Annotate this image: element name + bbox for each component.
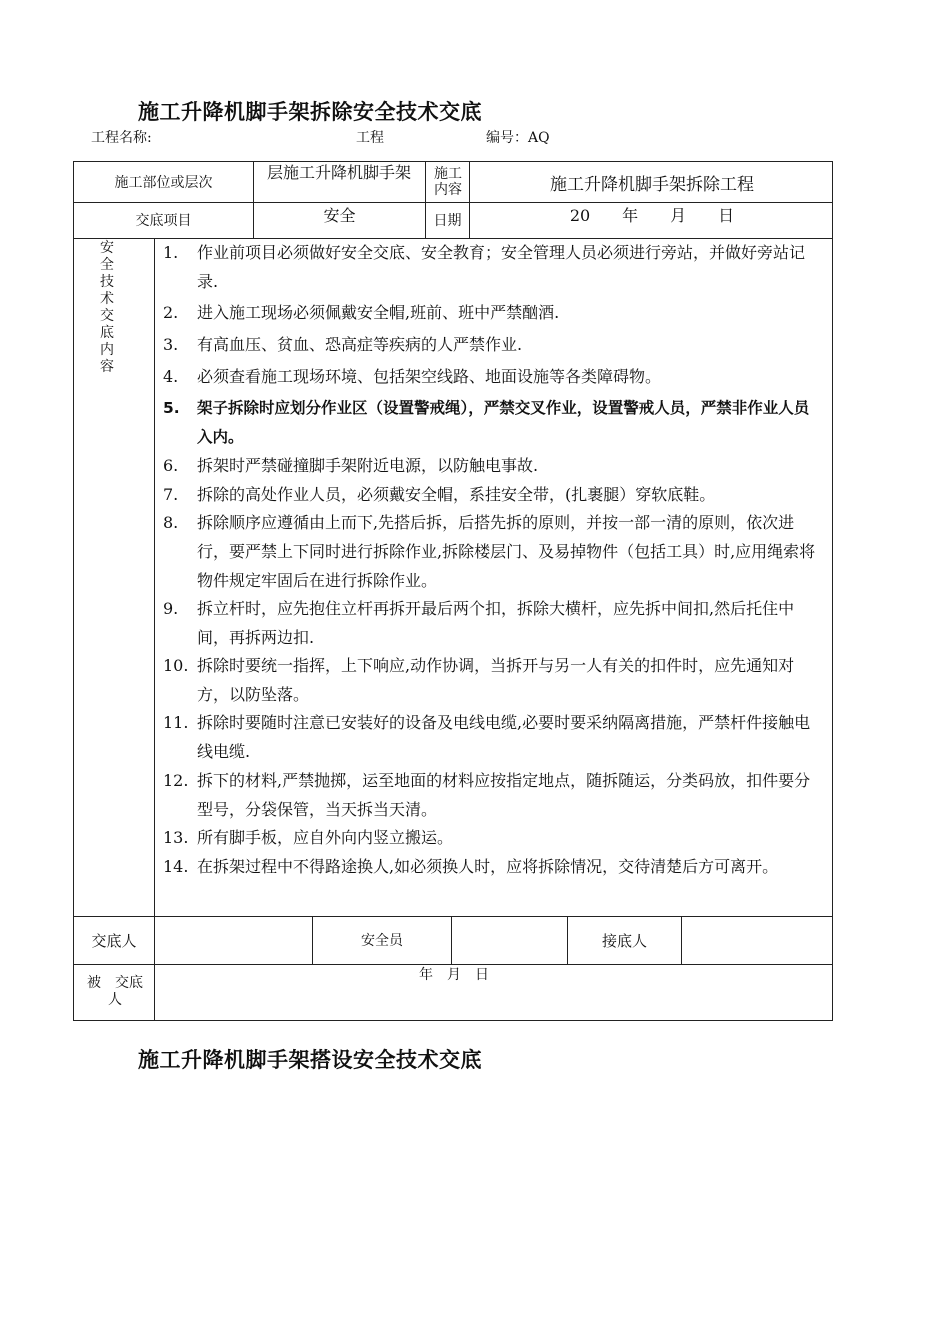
item-value: 安全 <box>323 206 356 225</box>
sign-date: 年 月 日 <box>419 967 489 983</box>
list-item: 2. 进入施工现场必须佩戴安全帽,班前、班中严禁酗酒. <box>163 303 560 322</box>
recipient-label: 被 交底人 <box>87 975 143 1008</box>
section-label: 安全技术交底内容 <box>100 240 114 375</box>
list-item: 12. 拆下的材料,严禁抛掷，运至地面的材料应按指定地点，随拆随运，分类码放，扣件要分型号，分袋保管，当天拆当天清。 <box>163 771 811 819</box>
project-suffix: 工程 <box>356 130 384 146</box>
list-item-bold: 5. 架子拆除时应划分作业区（设置警戒绳），严禁交叉作业，设置警戒人员，严禁非作业人员入内。 <box>163 399 810 446</box>
list-item: 6. 拆架时严禁碰撞脚手架附近电源，以防触电事故. <box>163 456 539 475</box>
list-item: 8. 拆除顺序应遵循由上而下,先搭后拆，后搭先拆的原则，并按一部一清的原则，依次进行，要严禁上下同时进行拆除作业,拆除楼层门、及易掉物件（包括工具）时,应用绳索将物件规定牢固后在进行拆除作业。 <box>163 513 816 590</box>
document-number: 编号：AQ <box>486 130 550 146</box>
document-title: 施工升降机脚手架拆除安全技术交底 <box>138 100 482 124</box>
list-item: 13. 所有脚手板，应自外向内竖立搬运。 <box>163 828 454 847</box>
list-item: 3. 有高血压、贫血、恐高症等疾病的人严禁作业. <box>163 335 523 354</box>
safety-officer-label: 安全员 <box>361 933 403 949</box>
second-document-title: 施工升降机脚手架搭设安全技术交底 <box>138 1048 482 1072</box>
date-label: 日期 <box>433 213 462 229</box>
content-label: 施工内容 <box>434 166 462 198</box>
list-item: 11. 拆除时要随时注意已安装好的设备及电线电缆,必要时要采纳隔离措施，严禁杆件接触电线电缆. <box>163 713 811 761</box>
list-item: 4. 必须查看施工现场环境、包括架空线路、地面设施等各类障碍物。 <box>163 367 662 386</box>
list-item: 14. 在拆架过程中不得路途换人,如必须换人时，应将拆除情况，交待清楚后方可离开。 <box>163 857 779 876</box>
list-item: 1. 作业前项目必须做好安全交底、安全教育；安全管理人员必须进行旁站，并做好旁站记录. <box>163 243 806 291</box>
date-value: 20 年 月 日 <box>569 206 735 225</box>
project-name-label: 工程名称: <box>91 130 152 146</box>
content-value: 施工升降机脚手架拆除工程 <box>550 174 754 195</box>
list-item: 7. 拆除的高处作业人员，必须戴安全帽，系挂安全带，(扎裹腿）穿软底鞋。 <box>163 485 716 504</box>
list-item: 10. 拆除时要统一指挥，上下响应,动作协调，当拆开与另一人有关的扣件时，应先通知对方，以防坠落。 <box>163 656 795 704</box>
item-label: 交底项目 <box>135 213 192 229</box>
col-divider <box>154 238 155 1020</box>
part-value: 层施工升降机脚手架 <box>266 163 411 182</box>
list-item: 9. 拆立杆时，应先抱住立杆再拆开最后两个扣，拆除大横杆，应先拆中间扣,然后托住中间，再拆两边扣. <box>163 599 795 647</box>
handover-label: 交底人 <box>91 931 137 950</box>
receiver-label: 接底人 <box>601 931 647 950</box>
receiver-signature-field[interactable] <box>682 916 834 964</box>
disclosure-table <box>73 161 833 1021</box>
handover-signature-field[interactable] <box>155 916 312 964</box>
part-label: 施工部位或层次 <box>114 175 213 191</box>
safety-officer-signature-field[interactable] <box>452 916 567 964</box>
